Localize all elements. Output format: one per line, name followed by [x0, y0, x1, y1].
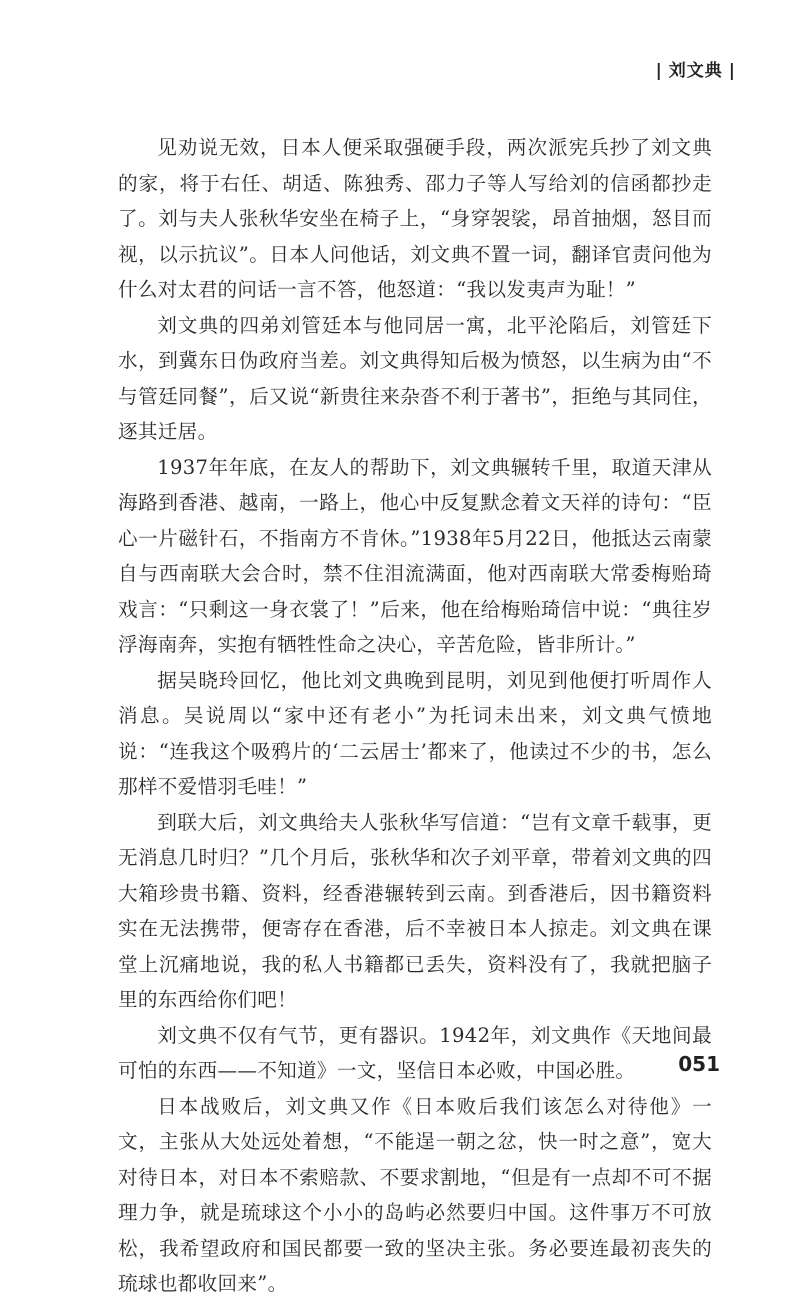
- paragraph-5: 到联大后，刘文典给夫人张秋华写信道：“岂有文章千载事，更无消息几时归？”几个月后，张秋华和次子刘平章，带着刘文典的四大箱珍贵书籍、资料，经香港辗转到云南。到香港后，因书籍资料实在无法携带，便寄存在香港，后不幸被日本人掠走。刘文典在课堂上沉痛地说，我的私人书籍都已丢失，资料没有了，我就把脑子里的东西给你们吧！: [118, 810, 712, 1011]
- paragraph-2: 刘文典的四弟刘管廷本与他同居一寓，北平沦陷后，刘管廷下水，到冀东日伪政府当差。刘文典得知后极为愤怒，以生病为由“不与管廷同餐”，后又说“新贵往来杂沓不利于著书”，拒绝与其同住，逐其迁居。: [118, 313, 712, 443]
- paragraph-7: 日本战败后，刘文典又作《日本败后我们该怎么对待他》一文，主张从大处远处着想，“不能逞一朝之忿，快一时之意”，宽大对待日本，对日本不索赔款、不要求割地，“但是有一点却不可不据理力争，就是琉球这个小小的岛屿必然要归中国。这件事万不可放松，我希望政府和国民都要一致的坚决主张。务必要连最初丧失的琉球也都收回来”。: [118, 1094, 712, 1295]
- paragraph-3: 1937年年底，在友人的帮助下，刘文典辗转千里，取道天津从海路到香港、越南，一路上，他心中反复默念着文天祥的诗句：“臣心一片磁针石，不指南方不肯休。”1938年5月22日，他抵达云南蒙自与西南联大会合时，禁不住泪流满面，他对西南联大常委梅贻琦戏言：“只剩这一身衣裳了！”后来，他在给梅贻琦信中说：“典往岁浮海南奔，实抱有牺牲性命之决心，辛苦危险，皆非所计。”: [118, 455, 712, 656]
- paragraph-6: 刘文典不仅有气节，更有器识。1942年，刘文典作《天地间最可怕的东西——不知道》一文，坚信日本必败，中国必胜。: [118, 1023, 712, 1082]
- page-number: 051: [678, 1052, 720, 1076]
- paragraph-1: 见劝说无效，日本人便采取强硬手段，两次派宪兵抄了刘文典的家，将于右任、胡适、陈独秀、邵力子等人写给刘的信函都抄走了。刘与夫人张秋华安坐在椅子上，“身穿袈裟，昂首抽烟，怒目而视，以示抗议”。日本人问他话，刘文典不置一词，翻译官责问他为什么对太君的问话一言不答，他怒道：“我以发夷声为耻！”: [118, 136, 712, 301]
- header-bar-right: |: [728, 61, 736, 81]
- chapter-title: 刘文典: [668, 61, 723, 81]
- paragraph-4: 据吴晓玲回忆，他比刘文典晚到昆明，刘见到他便打听周作人消息。吴说周以“家中还有老小”为托词未出来，刘文典气愤地说：“连我这个吸鸦片的‘二云居士’都来了，他读过不少的书，怎么那样不爱惜羽毛哇！”: [118, 668, 712, 798]
- running-header: [650, 56, 742, 81]
- body-text: [118, 130, 712, 1302]
- header-bar-left: |: [655, 61, 663, 81]
